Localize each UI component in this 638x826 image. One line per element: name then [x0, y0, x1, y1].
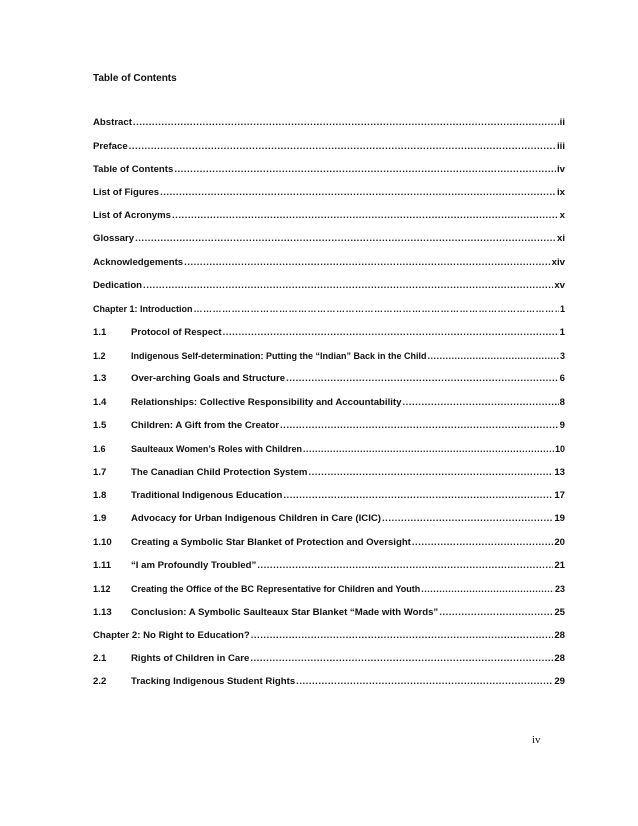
toc-entry-page: 29	[554, 676, 565, 687]
dot-leader	[133, 116, 559, 130]
toc-entry-title: Tracking Indigenous Student Rights	[131, 676, 296, 687]
toc-entry-title: Acknowledgements	[93, 257, 184, 268]
toc-entry-page: ix	[556, 187, 565, 198]
toc-entry-number: 1.13	[93, 607, 112, 618]
toc-entry-page: 25	[554, 607, 565, 618]
dot-leader	[184, 256, 551, 270]
dot-leader	[160, 186, 556, 200]
toc-entry-title: Protocol of Respect	[131, 327, 222, 338]
toc-entry	[93, 582, 565, 596]
toc-entry-number: 1.9	[93, 513, 107, 524]
toc-entry	[93, 536, 565, 550]
toc-entry-page: 28	[554, 653, 565, 664]
dot-leader	[412, 536, 553, 550]
toc-entry-number: 2.2	[93, 676, 107, 687]
toc-entry	[93, 606, 565, 620]
dot-leader	[143, 279, 553, 293]
toc-entry-title: Table of Contents	[93, 164, 174, 175]
dot-leader	[257, 559, 553, 573]
toc-entry	[93, 442, 565, 456]
toc-entry-page: iv	[556, 164, 565, 175]
dot-leader	[194, 302, 559, 316]
toc-entry	[93, 489, 565, 503]
toc-entry	[93, 326, 565, 340]
toc-entry	[93, 559, 565, 573]
toc-entry-title: Preface	[93, 141, 128, 152]
toc-entry-title: Advocacy for Urban Indigenous Children in Care (ICIC)	[131, 513, 381, 524]
page-title: Table of Contents	[93, 73, 177, 84]
toc-entry-number: 1.3	[93, 373, 107, 384]
toc-entry-page: 19	[554, 513, 565, 524]
toc-entry-page: xv	[554, 280, 565, 291]
dot-leader	[280, 419, 559, 433]
toc-entry-number: 2.1	[93, 653, 107, 664]
toc-entry-number: 1.12	[93, 584, 111, 594]
dot-leader	[439, 606, 553, 620]
toc-entry	[93, 279, 565, 293]
toc-entry	[93, 652, 565, 666]
toc-entry-title: Chapter 1: Introduction	[93, 304, 193, 314]
toc-entry	[93, 186, 565, 200]
toc-entry-title: Traditional Indigenous Education	[131, 490, 283, 501]
toc-entry-number: 1.11	[93, 560, 112, 571]
toc-entry-title: “I am Profoundly Troubled”	[131, 560, 257, 571]
toc-entry	[93, 302, 565, 316]
toc-entry	[93, 256, 565, 270]
toc-entry-page: 9	[559, 420, 565, 431]
toc-entry-title: Rights of Children in Care	[131, 653, 250, 664]
toc-entry	[93, 163, 565, 177]
toc-entry-title: Indigenous Self-determination: Putting the “Indian” Back in the Child	[131, 351, 427, 361]
toc-entry-title: Creating the Office of the BC Representative for Children and Youth	[131, 584, 421, 594]
toc-entry	[93, 629, 565, 643]
toc-entry	[93, 675, 565, 689]
toc-entry-page: 6	[559, 373, 565, 384]
toc-entry	[93, 419, 565, 433]
dot-leader	[286, 372, 559, 386]
toc-entry-title: Creating a Symbolic Star Blanket of Protection and Oversight	[131, 537, 411, 548]
toc-entry	[93, 396, 565, 410]
toc-entry-page: 28	[554, 630, 565, 641]
toc-entry-title: List of Acronyms	[93, 210, 172, 221]
dot-leader	[283, 489, 553, 503]
toc-entry	[93, 140, 565, 154]
toc-entry	[93, 232, 565, 246]
toc-entry-page: 10	[554, 444, 565, 454]
toc-entry-number: 1.7	[93, 467, 107, 478]
dot-leader	[174, 163, 556, 177]
toc-entry-number: 1.1	[93, 327, 107, 338]
toc-entry-page: 1	[559, 327, 565, 338]
toc-entry-title: Relationships: Collective Responsibility and Accountability	[131, 397, 402, 408]
toc-entry-number: 1.10	[93, 537, 112, 548]
toc-entry-title: Glossary	[93, 233, 135, 244]
toc-entry	[93, 116, 565, 130]
toc-entry-page: 21	[554, 560, 565, 571]
toc-entry-title: Abstract	[93, 117, 132, 128]
dot-leader	[135, 232, 556, 246]
toc-entry-title: Children: A Gift from the Creator	[131, 420, 279, 431]
toc-entry-title: Over-arching Goals and Structure	[131, 373, 286, 384]
dot-leader	[172, 209, 559, 223]
toc-entry-page: x	[559, 210, 565, 221]
toc-entry-title: Dedication	[93, 280, 143, 291]
toc-entry-title: Conclusion: A Symbolic Saulteaux Star Blanket “Made with Words”	[131, 607, 439, 618]
toc-entry	[93, 209, 565, 223]
toc-entry-page: iii	[557, 141, 565, 152]
toc-entry-number: 1.8	[93, 490, 107, 501]
toc-entry-title: Saulteaux Women’s Roles with Children	[131, 444, 303, 454]
dot-leader	[308, 466, 553, 480]
toc-entry-number: 1.2	[93, 351, 106, 361]
toc-entry-title: List of Figures	[93, 187, 160, 198]
toc-entry	[93, 349, 565, 363]
dot-leader	[251, 629, 554, 643]
toc-entry	[93, 512, 565, 526]
toc-entry-title: Chapter 2: No Right to Education?	[93, 630, 250, 641]
dot-leader	[296, 675, 553, 689]
toc-entry-number: 1.4	[93, 397, 107, 408]
toc-entry-page: 17	[554, 490, 565, 501]
toc-entry-title: The Canadian Child Protection System	[131, 467, 308, 478]
toc-entry-page: 23	[554, 584, 565, 594]
toc-entry	[93, 466, 565, 480]
toc-entry	[93, 372, 565, 386]
toc-entry-page: xiv	[551, 257, 565, 268]
dot-leader	[421, 582, 554, 596]
toc-entry-page: 8	[559, 397, 565, 408]
dot-leader	[382, 512, 553, 526]
dot-leader	[129, 140, 556, 154]
toc-entry-number: 1.5	[93, 420, 107, 431]
toc-entry-page: 13	[554, 467, 565, 478]
dot-leader	[223, 326, 559, 340]
dot-leader	[250, 652, 553, 666]
dot-leader	[428, 349, 559, 363]
toc-entry-page: ii	[559, 117, 565, 128]
toc-entry-page: xi	[556, 233, 565, 244]
toc-entry-page: 1	[559, 304, 565, 314]
toc-entry-page: 20	[554, 537, 565, 548]
toc-entry-page: 3	[559, 351, 565, 361]
toc-entry-number: 1.6	[93, 444, 106, 454]
page-number: iv	[532, 734, 541, 746]
dot-leader	[402, 396, 558, 410]
dot-leader	[303, 442, 554, 456]
